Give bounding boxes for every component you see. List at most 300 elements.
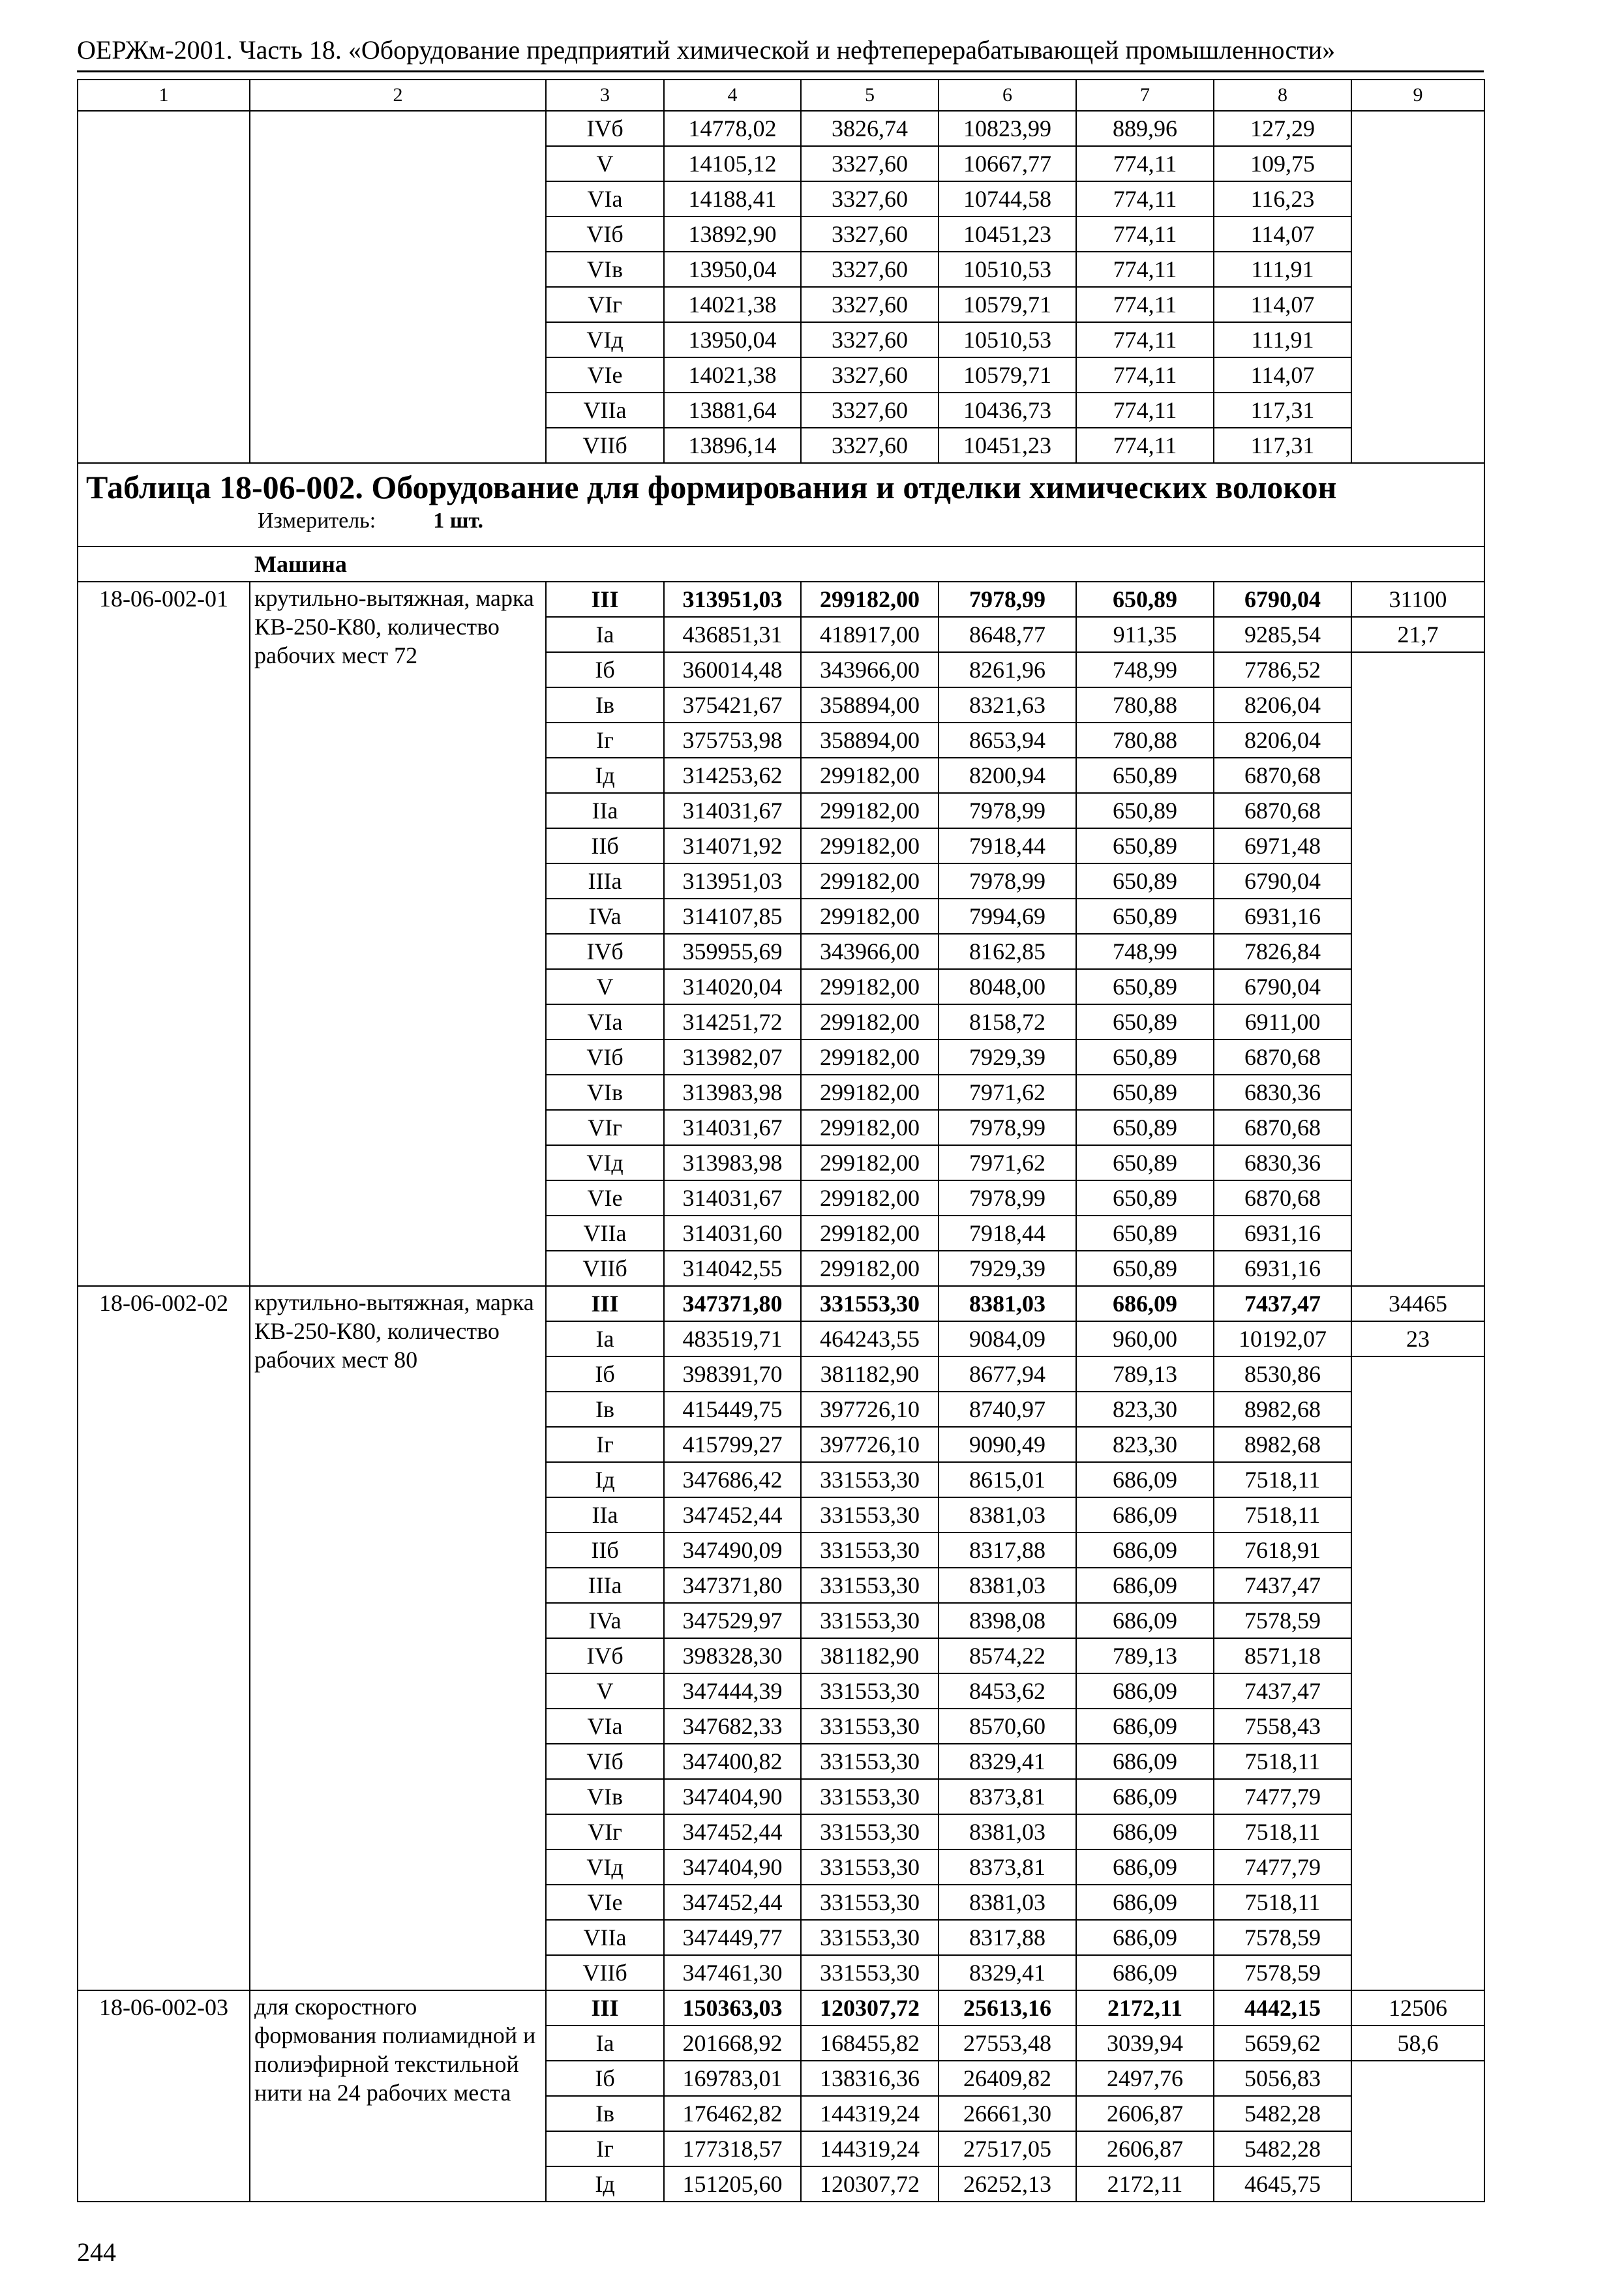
level-cell: Iг <box>546 723 664 758</box>
machine-cost-cell: 27517,05 <box>939 2131 1076 2166</box>
materials-cost-cell: 114,07 <box>1214 217 1351 252</box>
machinists-salary-cell: 650,89 <box>1076 1216 1214 1251</box>
salaries-cell: 331553,30 <box>801 1779 939 1814</box>
materials-cost-cell: 8982,68 <box>1214 1427 1351 1462</box>
table-title-cell <box>78 463 1484 546</box>
item-description: крутильно-вытяжная, марка КВ-250-К80, количество рабочих мест 72 <box>250 582 546 1286</box>
total-cost-cell: 347444,39 <box>664 1673 801 1709</box>
materials-cost-cell: 116,23 <box>1214 181 1351 217</box>
item-code: 18-06-002-01 <box>78 582 250 1286</box>
level-cell: VIд <box>546 1849 664 1885</box>
machinists-salary-cell: 774,11 <box>1076 181 1214 217</box>
materials-cost-cell: 117,31 <box>1214 393 1351 428</box>
materials-cost-cell: 7578,59 <box>1214 1955 1351 1990</box>
level-cell: Iб <box>546 2061 664 2096</box>
machine-cost-cell: 10744,58 <box>939 181 1076 217</box>
total-cost-cell: 314031,67 <box>664 1110 801 1145</box>
materials-cost-cell: 6830,36 <box>1214 1075 1351 1110</box>
materials-cost-cell: 114,07 <box>1214 287 1351 322</box>
machinists-salary-cell: 686,09 <box>1076 1920 1214 1955</box>
total-cost-cell: 347400,82 <box>664 1744 801 1779</box>
salaries-cell: 299182,00 <box>801 1110 939 1145</box>
machine-cost-cell: 7971,62 <box>939 1145 1076 1180</box>
salaries-cell: 3327,60 <box>801 146 939 181</box>
machine-cost-cell: 10510,53 <box>939 252 1076 287</box>
code-cell-empty <box>78 111 250 463</box>
machine-cost-cell: 10451,23 <box>939 217 1076 252</box>
machinists-salary-cell: 686,09 <box>1076 1497 1214 1533</box>
materials-cost-cell: 6931,16 <box>1214 1251 1351 1286</box>
salaries-cell: 381182,90 <box>801 1638 939 1673</box>
machine-cost-cell: 8261,96 <box>939 652 1076 687</box>
total-cost-cell: 436851,31 <box>664 617 801 652</box>
materials-cost-cell: 7786,52 <box>1214 652 1351 687</box>
group-label: Машина <box>78 546 1484 582</box>
machinists-salary-cell: 650,89 <box>1076 1110 1214 1145</box>
machine-cost-cell: 10579,71 <box>939 287 1076 322</box>
machinists-salary-cell: 650,89 <box>1076 1075 1214 1110</box>
total-cost-cell: 14778,02 <box>664 111 801 146</box>
machinists-salary-cell: 960,00 <box>1076 1321 1214 1356</box>
machine-cost-cell: 7929,39 <box>939 1040 1076 1075</box>
salaries-cell: 3327,60 <box>801 217 939 252</box>
total-cost-cell: 201668,92 <box>664 2026 801 2061</box>
machinists-salary-cell: 2172,11 <box>1076 1990 1214 2026</box>
level-cell: VIIб <box>546 1251 664 1286</box>
salaries-cell: 331553,30 <box>801 1533 939 1568</box>
salaries-cell: 3327,60 <box>801 357 939 393</box>
salaries-cell: 3327,60 <box>801 393 939 428</box>
total-cost-cell: 314253,62 <box>664 758 801 793</box>
total-cost-cell: 313983,98 <box>664 1145 801 1180</box>
table-row <box>78 582 1484 617</box>
machinists-salary-cell: 686,09 <box>1076 1286 1214 1321</box>
salaries-cell: 3327,60 <box>801 287 939 322</box>
machine-cost-cell: 27553,48 <box>939 2026 1076 2061</box>
materials-cost-cell: 6870,68 <box>1214 1180 1351 1216</box>
total-cost-cell: 14021,38 <box>664 357 801 393</box>
level-cell: Iв <box>546 687 664 723</box>
machine-cost-cell: 8158,72 <box>939 1004 1076 1040</box>
machinists-salary-cell: 2497,76 <box>1076 2061 1214 2096</box>
labor-hours-cell: 23 <box>1351 1321 1484 1356</box>
machine-cost-cell: 10510,53 <box>939 322 1076 357</box>
machine-cost-cell: 26252,13 <box>939 2166 1076 2202</box>
level-cell: VIд <box>546 322 664 357</box>
salaries-cell: 331553,30 <box>801 1497 939 1533</box>
machinists-salary-cell: 650,89 <box>1076 758 1214 793</box>
machinists-salary-cell: 789,13 <box>1076 1638 1214 1673</box>
materials-cost-cell: 6790,04 <box>1214 582 1351 617</box>
level-cell: VIб <box>546 1040 664 1075</box>
machine-cost-cell: 8453,62 <box>939 1673 1076 1709</box>
level-cell: V <box>546 146 664 181</box>
column-number: 4 <box>664 80 801 111</box>
header-rule <box>77 70 1484 72</box>
level-cell: VIд <box>546 1145 664 1180</box>
col9-cell-empty <box>1351 1356 1484 1990</box>
level-cell: VIг <box>546 1110 664 1145</box>
salaries-cell: 138316,36 <box>801 2061 939 2096</box>
level-cell: IIa <box>546 793 664 828</box>
machine-cost-cell: 26661,30 <box>939 2096 1076 2131</box>
materials-cost-cell: 8206,04 <box>1214 687 1351 723</box>
total-cost-cell: 415449,75 <box>664 1392 801 1427</box>
salaries-cell: 331553,30 <box>801 1673 939 1709</box>
salaries-cell: 299182,00 <box>801 899 939 934</box>
total-cost-cell: 314042,55 <box>664 1251 801 1286</box>
level-cell: VIб <box>546 217 664 252</box>
level-cell: Ia <box>546 1321 664 1356</box>
materials-cost-cell: 6830,36 <box>1214 1145 1351 1180</box>
machinists-salary-cell: 650,89 <box>1076 582 1214 617</box>
materials-cost-cell: 4442,15 <box>1214 1990 1351 2026</box>
total-cost-cell: 415799,27 <box>664 1427 801 1462</box>
total-cost-cell: 314071,92 <box>664 828 801 863</box>
materials-cost-cell: 8982,68 <box>1214 1392 1351 1427</box>
level-cell: IIб <box>546 828 664 863</box>
total-cost-cell: 313951,03 <box>664 582 801 617</box>
machine-cost-cell: 8373,81 <box>939 1779 1076 1814</box>
machinists-salary-cell: 2606,87 <box>1076 2096 1214 2131</box>
total-cost-cell: 14188,41 <box>664 181 801 217</box>
level-cell: Iг <box>546 2131 664 2166</box>
salaries-cell: 331553,30 <box>801 1814 939 1849</box>
machine-cost-cell: 8162,85 <box>939 934 1076 969</box>
machinists-salary-cell: 686,09 <box>1076 1814 1214 1849</box>
column-number: 7 <box>1076 80 1214 111</box>
running-header: ОЕРЖм-2001. Часть 18. «Оборудование предприятий химической и нефтеперерабатывающей промышленности» <box>77 35 1336 65</box>
machine-cost-cell: 8048,00 <box>939 969 1076 1004</box>
level-cell: VIIa <box>546 1216 664 1251</box>
machine-cost-cell: 8329,41 <box>939 1955 1076 1990</box>
materials-cost-cell: 109,75 <box>1214 146 1351 181</box>
machinists-salary-cell: 686,09 <box>1076 1955 1214 1990</box>
materials-cost-cell: 8571,18 <box>1214 1638 1351 1673</box>
machine-cost-cell: 8381,03 <box>939 1286 1076 1321</box>
machine-cost-cell: 10667,77 <box>939 146 1076 181</box>
salaries-cell: 299182,00 <box>801 1180 939 1216</box>
machinists-salary-cell: 686,09 <box>1076 1603 1214 1638</box>
description-cell-empty <box>250 111 546 463</box>
materials-cost-cell: 6911,00 <box>1214 1004 1351 1040</box>
machine-cost-cell: 8321,63 <box>939 687 1076 723</box>
level-cell: VIIб <box>546 1955 664 1990</box>
machinists-salary-cell: 686,09 <box>1076 1709 1214 1744</box>
machine-cost-cell: 7929,39 <box>939 1251 1076 1286</box>
materials-cost-cell: 6790,04 <box>1214 969 1351 1004</box>
machine-cost-cell: 8574,22 <box>939 1638 1076 1673</box>
level-cell: VIe <box>546 357 664 393</box>
total-cost-cell: 169783,01 <box>664 2061 801 2096</box>
machine-cost-cell: 8317,88 <box>939 1920 1076 1955</box>
machinists-salary-cell: 780,88 <box>1076 723 1214 758</box>
salaries-cell: 331553,30 <box>801 1849 939 1885</box>
salaries-cell: 299182,00 <box>801 1251 939 1286</box>
machine-cost-cell: 7918,44 <box>939 1216 1076 1251</box>
level-cell: V <box>546 1673 664 1709</box>
materials-cost-cell: 7518,11 <box>1214 1497 1351 1533</box>
materials-cost-cell: 6870,68 <box>1214 758 1351 793</box>
level-cell: VIa <box>546 1709 664 1744</box>
machine-cost-cell: 8200,94 <box>939 758 1076 793</box>
total-cost-cell: 177318,57 <box>664 2131 801 2166</box>
salaries-cell: 381182,90 <box>801 1356 939 1392</box>
labor-hours-cell: 58,6 <box>1351 2026 1484 2061</box>
machine-cost-cell: 8677,94 <box>939 1356 1076 1392</box>
machinists-salary-cell: 2172,11 <box>1076 2166 1214 2202</box>
level-cell: IVa <box>546 899 664 934</box>
table-row <box>78 111 1484 146</box>
col9-cell-empty <box>1351 111 1484 463</box>
level-cell: VIIб <box>546 428 664 463</box>
meter-line <box>258 507 1477 535</box>
total-cost-cell: 483519,71 <box>664 1321 801 1356</box>
machinists-salary-cell: 774,11 <box>1076 428 1214 463</box>
materials-cost-cell: 7518,11 <box>1214 1885 1351 1920</box>
total-cost-cell: 360014,48 <box>664 652 801 687</box>
total-cost-cell: 347452,44 <box>664 1814 801 1849</box>
machine-cost-cell: 10823,99 <box>939 111 1076 146</box>
table-title: Таблица 18-06-002. Оборудование для формирования и отделки химических волокон <box>86 469 1337 505</box>
machinists-salary-cell: 650,89 <box>1076 1040 1214 1075</box>
total-cost-cell: 313982,07 <box>664 1040 801 1075</box>
table-title-row <box>78 463 1484 546</box>
total-cost-cell: 398328,30 <box>664 1638 801 1673</box>
machine-cost-cell: 8317,88 <box>939 1533 1076 1568</box>
salaries-cell: 331553,30 <box>801 1709 939 1744</box>
machinists-salary-cell: 686,09 <box>1076 1885 1214 1920</box>
item-description: для скоростного формования полиамидной и полиэфирной текстильной нити на 24 рабочих места <box>250 1990 546 2202</box>
materials-cost-cell: 127,29 <box>1214 111 1351 146</box>
materials-cost-cell: 5482,28 <box>1214 2096 1351 2131</box>
machinists-salary-cell: 823,30 <box>1076 1392 1214 1427</box>
level-cell: IIIa <box>546 1568 664 1603</box>
materials-cost-cell: 5482,28 <box>1214 2131 1351 2166</box>
machinists-salary-cell: 774,11 <box>1076 287 1214 322</box>
total-cost-cell: 375421,67 <box>664 687 801 723</box>
salaries-cell: 299182,00 <box>801 828 939 863</box>
level-cell: IVб <box>546 111 664 146</box>
materials-cost-cell: 6790,04 <box>1214 863 1351 899</box>
total-cost-cell: 347529,97 <box>664 1603 801 1638</box>
column-number: 1 <box>78 80 250 111</box>
labor-cost-cell: 34465 <box>1351 1286 1484 1321</box>
salaries-cell: 3327,60 <box>801 322 939 357</box>
machine-cost-cell: 26409,82 <box>939 2061 1076 2096</box>
materials-cost-cell: 7477,79 <box>1214 1849 1351 1885</box>
level-cell: IVб <box>546 1638 664 1673</box>
level-cell: VIe <box>546 1180 664 1216</box>
salaries-cell: 464243,55 <box>801 1321 939 1356</box>
level-cell: Iв <box>546 1392 664 1427</box>
materials-cost-cell: 7578,59 <box>1214 1920 1351 1955</box>
total-cost-cell: 314107,85 <box>664 899 801 934</box>
salaries-cell: 3327,60 <box>801 252 939 287</box>
total-cost-cell: 150363,03 <box>664 1990 801 2026</box>
level-cell: Ia <box>546 617 664 652</box>
materials-cost-cell: 8530,86 <box>1214 1356 1351 1392</box>
materials-cost-cell: 6971,48 <box>1214 828 1351 863</box>
machinists-salary-cell: 650,89 <box>1076 1004 1214 1040</box>
total-cost-cell: 347452,44 <box>664 1885 801 1920</box>
salaries-cell: 418917,00 <box>801 617 939 652</box>
machine-cost-cell: 10436,73 <box>939 393 1076 428</box>
level-cell: Iд <box>546 2166 664 2202</box>
column-number: 5 <box>801 80 939 111</box>
materials-cost-cell: 7518,11 <box>1214 1744 1351 1779</box>
total-cost-cell: 313983,98 <box>664 1075 801 1110</box>
meter-label: Измеритель: <box>258 509 376 533</box>
column-number: 3 <box>546 80 664 111</box>
machine-cost-cell: 25613,16 <box>939 1990 1076 2026</box>
total-cost-cell: 398391,70 <box>664 1356 801 1392</box>
total-cost-cell: 13950,04 <box>664 322 801 357</box>
level-cell: V <box>546 969 664 1004</box>
machinists-salary-cell: 650,89 <box>1076 793 1214 828</box>
materials-cost-cell: 10192,07 <box>1214 1321 1351 1356</box>
machinists-salary-cell: 650,89 <box>1076 1251 1214 1286</box>
salaries-cell: 299182,00 <box>801 758 939 793</box>
salaries-cell: 343966,00 <box>801 652 939 687</box>
materials-cost-cell: 7578,59 <box>1214 1603 1351 1638</box>
machinists-salary-cell: 3039,94 <box>1076 2026 1214 2061</box>
level-cell: VIIa <box>546 1920 664 1955</box>
labor-cost-cell: 31100 <box>1351 582 1484 617</box>
machine-cost-cell: 8398,08 <box>939 1603 1076 1638</box>
total-cost-cell: 347452,44 <box>664 1497 801 1533</box>
level-cell: III <box>546 582 664 617</box>
salaries-cell: 299182,00 <box>801 793 939 828</box>
machinists-salary-cell: 686,09 <box>1076 1779 1214 1814</box>
machine-cost-cell: 8648,77 <box>939 617 1076 652</box>
salaries-cell: 3327,60 <box>801 181 939 217</box>
level-cell: Iб <box>546 652 664 687</box>
level-cell: III <box>546 1286 664 1321</box>
materials-cost-cell: 9285,54 <box>1214 617 1351 652</box>
total-cost-cell: 359955,69 <box>664 934 801 969</box>
materials-cost-cell: 111,91 <box>1214 322 1351 357</box>
materials-cost-cell: 7518,11 <box>1214 1462 1351 1497</box>
level-cell: VIг <box>546 1814 664 1849</box>
machinists-salary-cell: 780,88 <box>1076 687 1214 723</box>
level-cell: VIв <box>546 252 664 287</box>
machine-cost-cell: 8740,97 <box>939 1392 1076 1427</box>
salaries-cell: 331553,30 <box>801 1955 939 1990</box>
materials-cost-cell: 111,91 <box>1214 252 1351 287</box>
machinists-salary-cell: 774,11 <box>1076 393 1214 428</box>
salaries-cell: 331553,30 <box>801 1603 939 1638</box>
total-cost-cell: 347686,42 <box>664 1462 801 1497</box>
machinists-salary-cell: 774,11 <box>1076 322 1214 357</box>
meter-value: 1 шт. <box>433 509 484 533</box>
column-number: 2 <box>250 80 546 111</box>
col9-cell-empty <box>1351 2061 1484 2202</box>
machinists-salary-cell: 686,09 <box>1076 1462 1214 1497</box>
materials-cost-cell: 7477,79 <box>1214 1779 1351 1814</box>
salaries-cell: 331553,30 <box>801 1885 939 1920</box>
level-cell: VIв <box>546 1779 664 1814</box>
level-cell: VIa <box>546 181 664 217</box>
salaries-cell: 299182,00 <box>801 1040 939 1075</box>
machinists-salary-cell: 748,99 <box>1076 934 1214 969</box>
machinists-salary-cell: 789,13 <box>1076 1356 1214 1392</box>
level-cell: Iг <box>546 1427 664 1462</box>
machine-cost-cell: 7978,99 <box>939 1110 1076 1145</box>
labor-hours-cell: 21,7 <box>1351 617 1484 652</box>
item-code: 18-06-002-02 <box>78 1286 250 1990</box>
salaries-cell: 331553,30 <box>801 1286 939 1321</box>
total-cost-cell: 314031,67 <box>664 793 801 828</box>
total-cost-cell: 347404,90 <box>664 1849 801 1885</box>
salaries-cell: 331553,30 <box>801 1920 939 1955</box>
total-cost-cell: 347371,80 <box>664 1286 801 1321</box>
materials-cost-cell: 8206,04 <box>1214 723 1351 758</box>
column-number: 9 <box>1351 80 1484 111</box>
machinists-salary-cell: 2606,87 <box>1076 2131 1214 2166</box>
total-cost-cell: 314031,60 <box>664 1216 801 1251</box>
labor-cost-cell: 12506 <box>1351 1990 1484 2026</box>
machine-cost-cell: 8381,03 <box>939 1497 1076 1533</box>
salaries-cell: 343966,00 <box>801 934 939 969</box>
salaries-cell: 331553,30 <box>801 1568 939 1603</box>
machine-cost-cell: 7978,99 <box>939 1180 1076 1216</box>
total-cost-cell: 151205,60 <box>664 2166 801 2202</box>
materials-cost-cell: 7437,47 <box>1214 1673 1351 1709</box>
item-description: крутильно-вытяжная, марка КВ-250-К80, количество рабочих мест 80 <box>250 1286 546 1990</box>
total-cost-cell: 314251,72 <box>664 1004 801 1040</box>
machinists-salary-cell: 650,89 <box>1076 1180 1214 1216</box>
materials-cost-cell: 7618,91 <box>1214 1533 1351 1568</box>
machinists-salary-cell: 650,89 <box>1076 969 1214 1004</box>
salaries-cell: 299182,00 <box>801 1075 939 1110</box>
materials-cost-cell: 6870,68 <box>1214 793 1351 828</box>
level-cell: IVб <box>546 934 664 969</box>
level-cell: Iб <box>546 1356 664 1392</box>
machinists-salary-cell: 911,35 <box>1076 617 1214 652</box>
machinists-salary-cell: 686,09 <box>1076 1533 1214 1568</box>
total-cost-cell: 347461,30 <box>664 1955 801 1990</box>
salaries-cell: 168455,82 <box>801 2026 939 2061</box>
machine-cost-cell: 10451,23 <box>939 428 1076 463</box>
machine-cost-cell: 8381,03 <box>939 1885 1076 1920</box>
materials-cost-cell: 7826,84 <box>1214 934 1351 969</box>
total-cost-cell: 176462,82 <box>664 2096 801 2131</box>
salaries-cell: 397726,10 <box>801 1392 939 1427</box>
machinists-salary-cell: 650,89 <box>1076 863 1214 899</box>
machine-cost-cell: 9090,49 <box>939 1427 1076 1462</box>
rates-table <box>77 79 1485 2202</box>
level-cell: VIб <box>546 1744 664 1779</box>
machine-cost-cell: 7978,99 <box>939 582 1076 617</box>
level-cell: III <box>546 1990 664 2026</box>
machinists-salary-cell: 650,89 <box>1076 1145 1214 1180</box>
salaries-cell: 358894,00 <box>801 687 939 723</box>
level-cell: Iв <box>546 2096 664 2131</box>
machine-cost-cell: 7971,62 <box>939 1075 1076 1110</box>
materials-cost-cell: 114,07 <box>1214 357 1351 393</box>
materials-cost-cell: 6931,16 <box>1214 899 1351 934</box>
total-cost-cell: 375753,98 <box>664 723 801 758</box>
total-cost-cell: 14105,12 <box>664 146 801 181</box>
materials-cost-cell: 4645,75 <box>1214 2166 1351 2202</box>
machinists-salary-cell: 774,11 <box>1076 146 1214 181</box>
machine-cost-cell: 10579,71 <box>939 357 1076 393</box>
machine-cost-cell: 8381,03 <box>939 1814 1076 1849</box>
machinists-salary-cell: 823,30 <box>1076 1427 1214 1462</box>
machine-cost-cell: 8615,01 <box>939 1462 1076 1497</box>
machine-cost-cell: 7918,44 <box>939 828 1076 863</box>
